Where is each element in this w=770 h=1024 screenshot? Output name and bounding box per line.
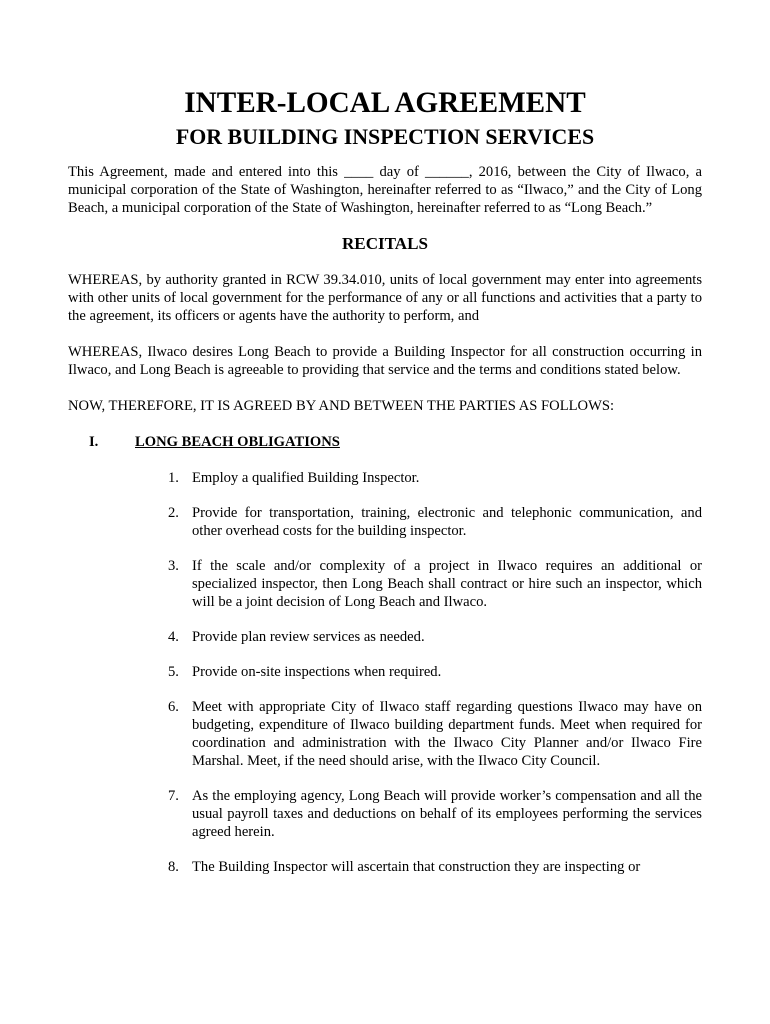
list-item-number: 1. — [168, 470, 179, 486]
recitals-heading: RECITALS — [341, 234, 429, 253]
list-item-text: Employ a qualified Building Inspector. — [192, 470, 420, 486]
obligations-list — [68, 469, 702, 876]
document-subtitle: FOR BUILDING INSPECTION SERVICES — [175, 124, 595, 149]
list-item-number: 7. — [168, 788, 179, 804]
document-title: INTER-LOCAL AGREEMENT — [184, 87, 586, 119]
list-item-number: 3. — [168, 558, 179, 574]
intro-paragraph: This Agreement, made and entered into this ____ day of ______, 2016, between the City of Ilwaco, a municipal corporation of the State of Washington, hereinafter referred to as “Ilwaco,” and the City of Long Beach, a municipal corporation of the State of Washington, hereinafter referred to as “Long Beach.” — [68, 164, 702, 216]
list-item — [68, 557, 702, 611]
section-number: I. — [89, 434, 99, 450]
list-item-text: If the scale and/or complexity of a project in Ilwaco requires an additional or specialized inspector, then Long Beach shall contract or hire such an inspector, which will be a joint decision of Long Beach and Ilwaco. — [192, 558, 702, 610]
list-item-text: As the employing agency, Long Beach will provide worker’s compensation and all the usual payroll taxes and deductions on behalf of its employees performing the services agreed herein. — [192, 788, 702, 840]
list-item-number: 5. — [168, 664, 179, 680]
list-item — [68, 504, 702, 540]
list-item-number: 6. — [168, 699, 179, 715]
list-item-number: 2. — [168, 505, 179, 521]
list-item — [68, 628, 702, 646]
list-item — [68, 858, 702, 876]
list-item — [68, 698, 702, 770]
list-item — [68, 469, 702, 487]
list-item-number: 4. — [168, 629, 179, 645]
list-item-text: Provide plan review services as needed. — [192, 629, 425, 645]
list-item — [68, 663, 702, 681]
section-heading — [68, 433, 702, 451]
section-title: LONG BEACH OBLIGATIONS — [135, 434, 340, 450]
list-item-number: 8. — [168, 859, 179, 875]
whereas-paragraph-2: WHEREAS, Ilwaco desires Long Beach to provide a Building Inspector for all construction occurring in Ilwaco, and Long Beach is agreeable to providing that service and the terms and conditions stated below. — [68, 344, 702, 378]
list-item-text: Meet with appropriate City of Ilwaco staff regarding questions Ilwaco may have on budgeting, expenditure of Ilwaco building department funds. Meet when required for coordination and administration with the Ilwaco City Planner and/or Ilwaco Fire Marshal. Meet, if the need should arise, with the Ilwaco City Council. — [192, 699, 702, 769]
list-item-text: Provide for transportation, training, electronic and telephonic communication, and other overhead costs for the building inspector. — [192, 505, 702, 539]
now-therefore-paragraph: NOW, THEREFORE, IT IS AGREED BY AND BETWEEN THE PARTIES AS FOLLOWS: — [68, 398, 615, 414]
document-page — [68, 88, 702, 893]
list-item-text: Provide on-site inspections when required. — [192, 664, 442, 680]
list-item — [68, 787, 702, 841]
whereas-paragraph-1: WHEREAS, by authority granted in RCW 39.34.010, units of local government may enter into agreements with other units of local government for the performance of any or all functions and activities that a party to the agreement, its officers or agents have the authority to perform, and — [68, 272, 702, 324]
list-item-text: The Building Inspector will ascertain that construction they are inspecting or — [192, 859, 641, 875]
